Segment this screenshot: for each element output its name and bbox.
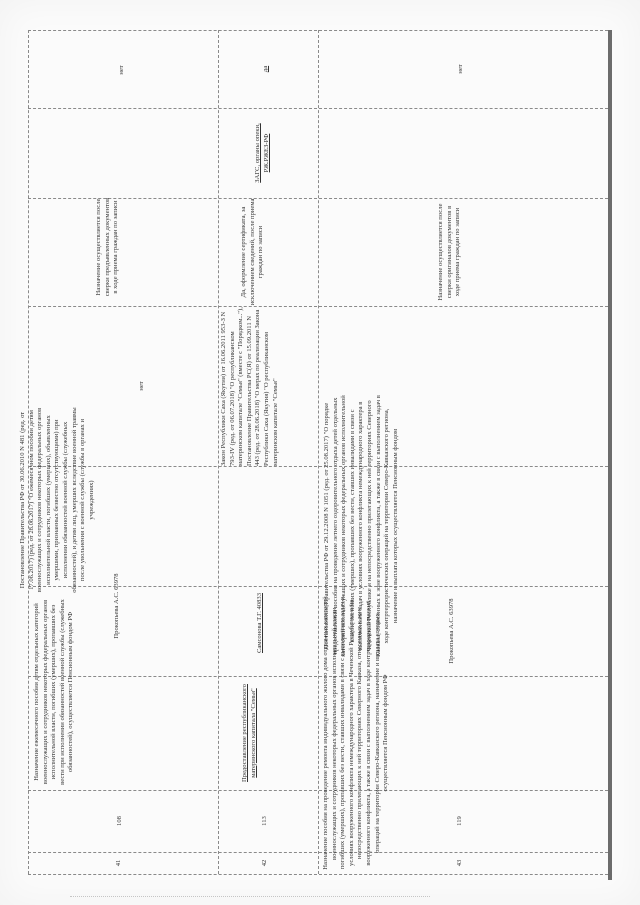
row-43-docs-cell xyxy=(318,198,608,306)
note: нет xyxy=(457,64,464,74)
row-42-docs-cell xyxy=(218,198,318,306)
row-41-num-cell xyxy=(28,852,218,874)
service-code: 119 xyxy=(456,816,463,826)
note: да xyxy=(262,65,269,73)
note: нет xyxy=(118,65,125,75)
row-42-num-cell xyxy=(218,852,318,874)
interagency-request: ЗАГС, органы опеки, РЖ.РЖЕЗ-РФ xyxy=(254,123,270,183)
row-42-code-cell xyxy=(218,790,318,852)
service-code: 108 xyxy=(116,816,123,826)
legal-act-federal: Постановление Правительства РФ от 29.12.2008 N 1051 (ред. от 25.08.2017) "О порядке предоставления пособия на проведение летнего оздоровительного отдыха детей отдельных категорий военнослужащих и сотрудников некоторых федеральных органов исполнительной власти, погибших (умерших), пропавших без вести, ставших инвалидами в связи с выполнением задач в условиях вооруженного конфликта немеждународного характера в Чеченской Республике и на непосредственно прилегающих к ней территориях Северного Кавказа, отнесенных к зоне вооруженного конфликта, а также в связи с выполнением задач в ходе контртеррористических операций на территории Северо-Кавказского региона, назначение и выплата которых осуществляется Пенсионным фондом xyxy=(323,395,399,657)
executor: Прокопьева А.С. 63978 xyxy=(113,573,120,639)
interagency-request xyxy=(457,133,469,173)
executor: Самсонова Т.Г. 40833 xyxy=(256,593,263,654)
row-42-npa-rf-cell xyxy=(218,466,318,586)
row-41-npa-rf-cell xyxy=(19,407,218,593)
table-border-right xyxy=(608,30,612,880)
table-border-bottom xyxy=(28,874,608,875)
legal-act-federal xyxy=(262,516,274,536)
service-name: Предоставление республиканского материнского капитала "Семья" xyxy=(241,684,257,782)
row-41-note-cell xyxy=(28,30,218,108)
legal-act-regional xyxy=(457,376,469,396)
executor: Прокопьева А.С. 63978 xyxy=(448,598,455,664)
row-42-npa-region-cell xyxy=(218,306,318,466)
service-name: Назначение пособия на проведение ремонта индивидуального жилого дома отдельных категорий военнослужащих и сотрудников некоторых федеральных органов исполнительной власти, погибших (умерших), пропавших без вести, ставших инвалидами в связи с выполнением задач в условиях вооруженного конфликта немеждународного характера в Чеченской Республике и на непосредственно прилегающих к ней территориях Северного Кавказа, отнесенных к зоне вооруженного конфликта, а также в связи с выполнением задач в ходе контртеррористических операций на территории Северо-Кавказского региона, назначение и выплата которых осуществляется Пенсионным фондом РФ xyxy=(322,596,390,870)
row-42-executor-cell xyxy=(218,586,318,676)
row-41-npa-region-cell xyxy=(28,306,218,466)
row-43-note-cell xyxy=(318,30,608,108)
row-42-zags-cell xyxy=(218,108,318,198)
row-42-note-cell xyxy=(218,30,318,108)
row-41-executor-cell xyxy=(28,573,218,676)
documents-procedure: Да, оформление сертификата, за исключением сведений, после приема граждан по записи xyxy=(240,198,265,306)
legal-act-regional: Закон Республики Саха (Якутия) от 16.06.2011 953-З N 793-IV (ред. от 06.07.2018) "О республиканском материнском капитале "Семья" (вместе с "Порядком..."), Постановление Правительства РС(Я) от 15.09.2011 N 443 (ред. от 28.06.2018) "О мерах по реализации Закона Республики Саха (Якутия) "О республиканском материнском капитале "Семья" xyxy=(220,307,279,466)
row-43-npa-region-cell xyxy=(318,306,608,466)
scan-artifact-line xyxy=(70,896,430,897)
service-code: 113 xyxy=(261,816,268,826)
row-num: 42 xyxy=(261,859,268,867)
row-42-name-cell xyxy=(218,676,318,790)
legal-act-regional: нет xyxy=(138,381,145,391)
interagency-request xyxy=(103,123,133,183)
documents-procedure: Назначение осуществляется после сверки оригиналов документов в ходе приема граждан по записи xyxy=(437,203,462,301)
row-num: 41 xyxy=(115,859,122,867)
row-num: 43 xyxy=(456,859,463,867)
service-name: Назначение ежемесячного пособия детям отдельных категорий военнослужащих и сотрудников некоторых федеральных органов исполнительной власти, погибших (умерших), пропавших без вести при исполнении обязанностей военной службы (служебных обязанностей), осуществляется Пенсионным фондом РФ xyxy=(33,599,75,785)
row-43-zags-cell xyxy=(318,108,608,198)
row-41-docs-cell xyxy=(28,198,218,306)
row-41-zags-cell xyxy=(28,108,218,198)
documents-procedure: Назначение осуществляется после сверки предъявленных документов в ходе приема граждан по записи xyxy=(95,197,120,297)
row-41-code-cell xyxy=(28,790,218,852)
legal-act-federal: Постановление Правительства РФ от 30.06.2010 N 481 (ред. от 17.06.2017) (ред. от 28.06.2017) "О ежемесячном пособии детям военнослужащих и сотрудников некоторых федеральных органов исполнительной власти, погибших (умерших), объявленных умершими, признанных безвестно отсутствующими) при исполнении обязанностей военной службы (служебных обязанностей), и детям лиц, умерших вследствие военной травмы после увольнения с военной службы (службы в органах и учреждениях) xyxy=(19,407,95,593)
